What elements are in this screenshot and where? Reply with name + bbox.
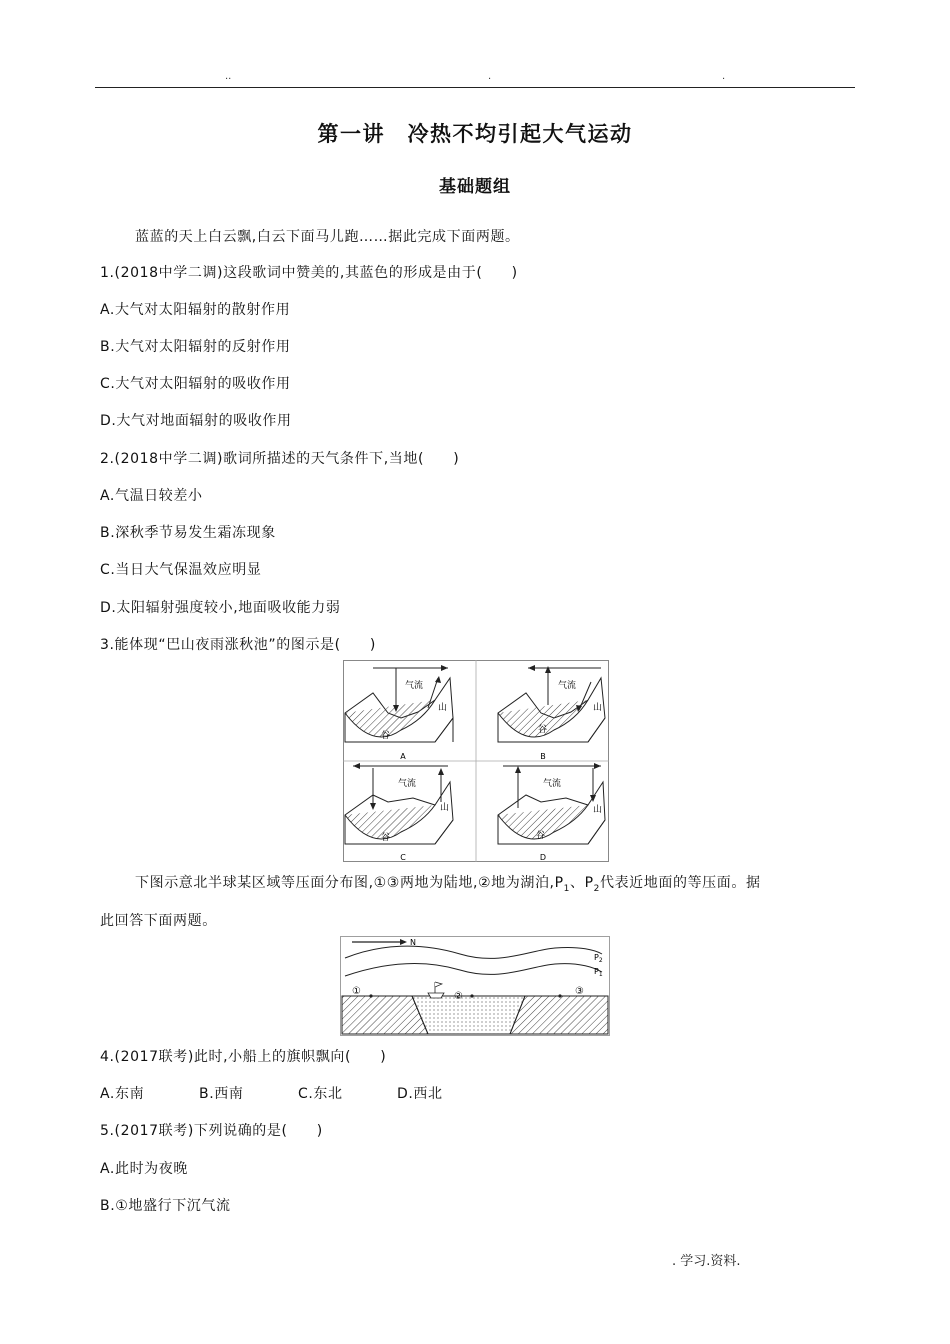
p2-subscript: 2 bbox=[593, 883, 600, 894]
panel-d-mountain-label: 山 bbox=[593, 805, 603, 815]
point-1-label: ① bbox=[352, 986, 361, 997]
intro-2-separator: 、P bbox=[569, 875, 594, 891]
intro-paragraph-1: 蓝蓝的天上白云飘,白云下面马儿跑……据此完成下面两题。 bbox=[135, 229, 520, 245]
header-rule bbox=[95, 87, 855, 88]
panel-d-valley-label: 谷 bbox=[536, 831, 546, 841]
panel-b-label: B bbox=[540, 752, 546, 761]
question-1-option-b: B.大气对太阳辐射的反射作用 bbox=[100, 339, 291, 355]
header-mark-center: . bbox=[488, 71, 492, 82]
p1-label bbox=[594, 967, 603, 978]
question-1-stem: 1.(2018中学二调)这段歌词中赞美的,其蓝色的形成是由于( ) bbox=[100, 265, 518, 281]
question-4-option-c: C.东北 bbox=[298, 1086, 343, 1102]
diagram-panel-b bbox=[498, 665, 605, 761]
header-mark-left: .. bbox=[225, 71, 232, 82]
intro-2-text-a: 下图示意北半球某区域等压面分布图,①③两地为陆地,②地为湖泊,P bbox=[135, 875, 564, 891]
boat-icon bbox=[428, 993, 444, 998]
point-3-label: ③ bbox=[575, 986, 584, 997]
question-5-option-a: A.此时为夜晚 bbox=[100, 1161, 188, 1177]
panel-a-airflow-label: 气流 bbox=[405, 681, 424, 691]
p2-letter: P bbox=[594, 953, 599, 962]
question-1-option-d: D.大气对地面辐射的吸收作用 bbox=[100, 413, 292, 429]
isobaric-surface-figure bbox=[340, 936, 610, 1036]
p1-letter: P bbox=[594, 967, 599, 976]
intro-paragraph-2-continued: 此回答下面两题。 bbox=[100, 913, 217, 929]
panel-d-airflow-label: 气流 bbox=[543, 779, 562, 789]
point-1-marker bbox=[369, 994, 372, 997]
p2-sub: 2 bbox=[598, 957, 603, 964]
point-3-marker bbox=[558, 994, 561, 997]
question-2-stem: 2.(2018中学二调)歌词所描述的天气条件下,当地( ) bbox=[100, 451, 460, 467]
diagram-panel-a bbox=[345, 665, 453, 761]
panel-d-label: D bbox=[539, 853, 547, 862]
p2-label bbox=[594, 953, 603, 964]
question-1-option-a: A.大气对太阳辐射的散射作用 bbox=[100, 302, 291, 318]
intro-2-text-b: 代表近地面的等压面。据 bbox=[599, 875, 761, 891]
question-2-option-c: C.当日大气保温效应明显 bbox=[100, 562, 262, 578]
panel-a-label: A bbox=[400, 752, 406, 761]
panel-a-mountain-label: 山 bbox=[438, 703, 448, 713]
header-mark-right: . bbox=[722, 71, 726, 82]
question-4-option-a: A.东南 bbox=[100, 1086, 145, 1102]
diagram-panel-d bbox=[498, 763, 605, 862]
question-4-option-b: B.西南 bbox=[199, 1086, 244, 1102]
p1-subscript: 1 bbox=[563, 883, 570, 894]
page-title: 第一讲 冷热不均引起大气运动 bbox=[317, 121, 633, 146]
question-5-stem: 5.(2017联考)下列说确的是( ) bbox=[100, 1123, 323, 1139]
panel-b-mountain-label: 山 bbox=[593, 703, 603, 713]
section-subtitle: 基础题组 bbox=[439, 177, 511, 197]
panel-c-mountain-label: 山 bbox=[440, 803, 450, 813]
intro-paragraph-2 bbox=[135, 872, 761, 894]
panel-a-valley-label: 谷 bbox=[381, 731, 391, 741]
p1-sub: 1 bbox=[598, 971, 603, 978]
panel-c-airflow-label: 气流 bbox=[398, 779, 417, 789]
point-2-marker bbox=[470, 994, 473, 997]
question-4-option-d: D.西北 bbox=[397, 1086, 443, 1102]
panel-b-airflow-label: 气流 bbox=[558, 681, 577, 691]
question-4-stem: 4.(2017联考)此时,小船上的旗帜飘向( ) bbox=[100, 1049, 387, 1065]
question-1-option-c: C.大气对太阳辐射的吸收作用 bbox=[100, 376, 291, 392]
question-2-option-d: D.太阳辐射强度较小,地面吸收能力弱 bbox=[100, 600, 341, 616]
question-2-option-a: A.气温日较差小 bbox=[100, 488, 203, 504]
question-4-options bbox=[100, 1083, 443, 1103]
question-3-stem: 3.能体现“巴山夜雨涨秋池”的图示是( ) bbox=[100, 637, 376, 653]
flag-icon bbox=[435, 982, 442, 987]
question-2-option-b: B.深秋季节易发生霜冻现象 bbox=[100, 525, 276, 541]
point-2-label: ② bbox=[454, 991, 463, 1002]
diagram-panel-c bbox=[345, 763, 453, 862]
mountain-valley-breeze-figure bbox=[343, 660, 609, 862]
panel-b-valley-label: 谷 bbox=[538, 725, 548, 735]
panel-c-label: C bbox=[400, 853, 406, 862]
panel-c-valley-label: 谷 bbox=[381, 833, 391, 843]
page-footer: . 学习.资料. bbox=[672, 1254, 741, 1269]
north-label: N bbox=[410, 938, 416, 947]
question-5-option-b: B.①地盛行下沉气流 bbox=[100, 1198, 231, 1214]
